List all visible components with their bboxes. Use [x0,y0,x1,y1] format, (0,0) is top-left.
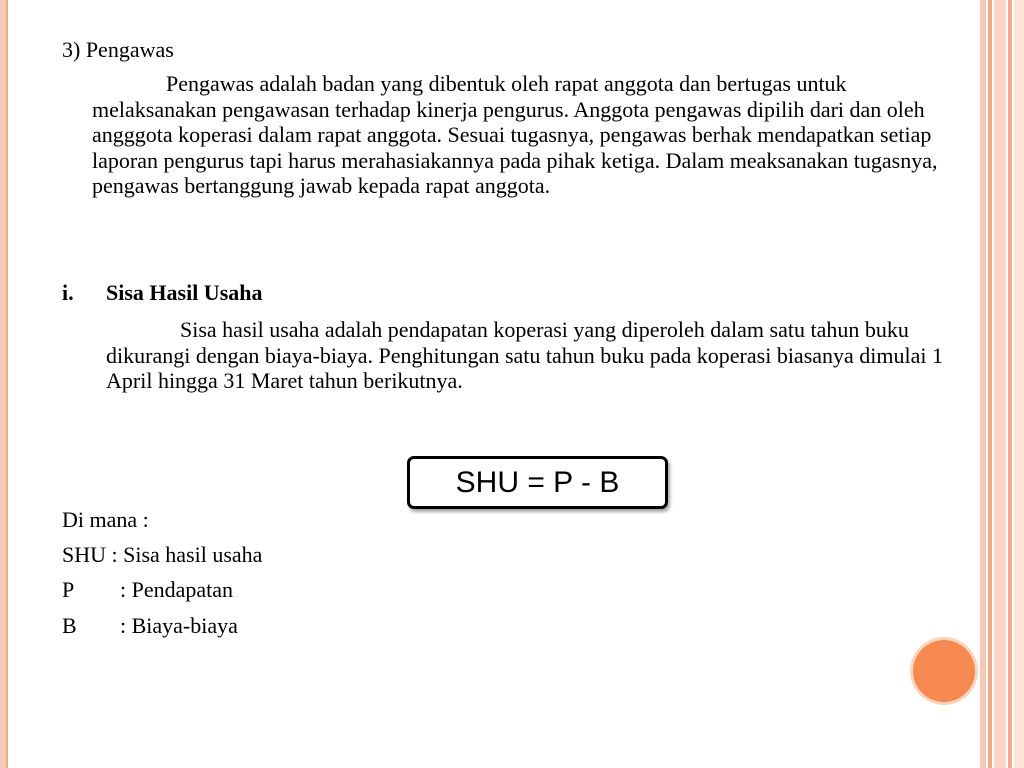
right-border-stripe-5 [1014,0,1024,768]
pengawas-paragraph [92,71,972,199]
formula-box: SHU = P - B [407,456,668,509]
legend-shu: SHU : Sisa hasil usaha [62,542,263,567]
right-border-stripe-4 [1008,0,1012,768]
shu-heading: Sisa Hasil Usaha [106,280,263,305]
shu-paragraph [106,317,966,394]
list-marker-i: i. [62,280,74,305]
pengawas-paragraph-text: Pengawas adalah badan yang dibentuk oleh rapat anggota dan bertugas untuk melaksanakan pengawasan terhadap kinerja pengurus. Anggota pengawas dipilih dari dan oleh angggota koperasi dalam rapat anggota. Sesuai tugasnya, pengawas berhak mendapatkan setiap laporan pengurus tapi harus merahasiakannya pada pihak ketiga. Dalam meaksanakan tugasnya, pengawas bertanggung jawab kepada rapat anggota. [92,71,938,198]
right-border-stripe-3 [994,0,1006,768]
left-border-stripe-inner [6,0,8,768]
legend-b-symbol: B [62,613,77,638]
decorative-orange-circle [913,640,975,702]
shu-paragraph-text: Sisa hasil usaha adalah pendapatan koperasi yang diperoleh dalam satu tahun buku dikurangi dengan biaya-biaya. Penghitungan satu tahun buku pada koperasi biasanya dimulai 1 April hingga 31 Maret tahun berikutnya. [106,317,943,393]
right-border-stripe-1 [980,0,986,768]
legend-intro: Di mana : [62,507,149,532]
right-border-stripe-2 [988,0,992,768]
pengawas-heading: 3) Pengawas [62,37,174,62]
legend-b-text: : Biaya-biaya [120,613,238,638]
legend-p-symbol: P [62,577,75,602]
legend-p-text: : Pendapatan [120,577,234,602]
